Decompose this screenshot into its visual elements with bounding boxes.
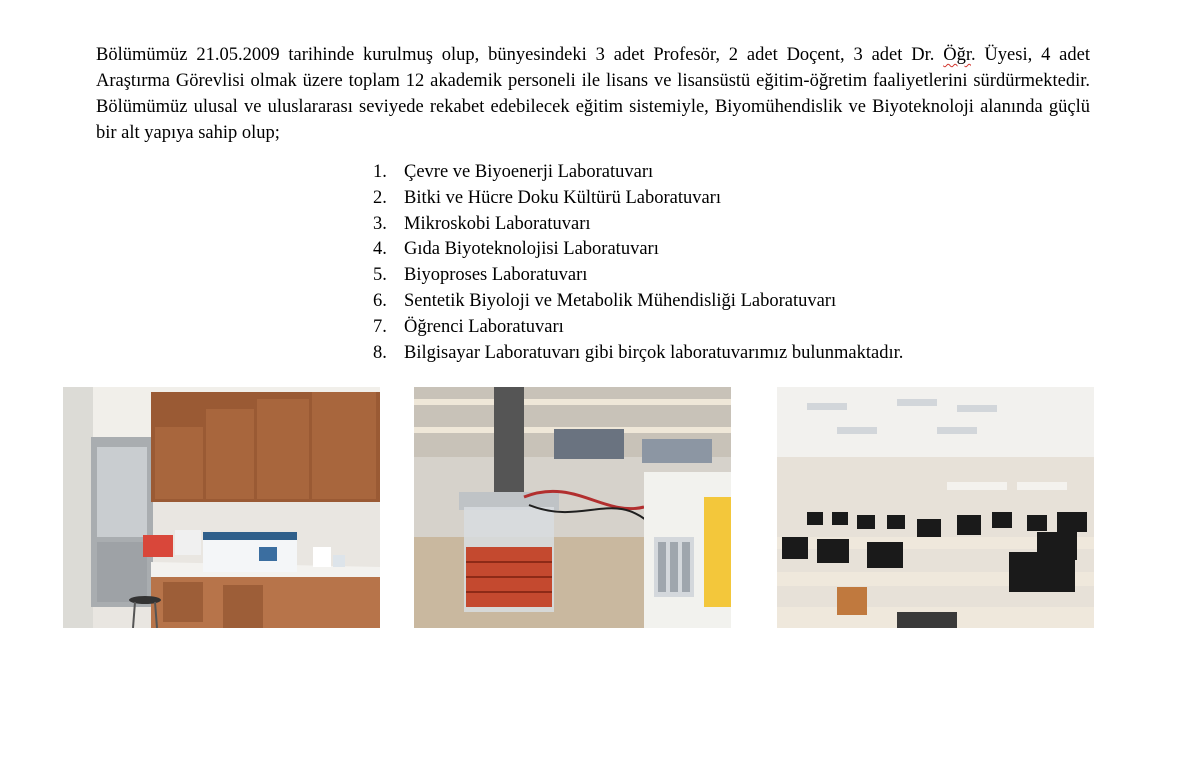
list-number: 1. xyxy=(373,162,387,182)
list-text: Bilgisayar Laboratuvarı gibi birçok laboratuvarımız bulunmaktadır. xyxy=(404,342,904,363)
lab-bench-photo xyxy=(63,387,380,628)
computer-lab-photo xyxy=(777,387,1094,628)
list-text: Sentetik Biyoloji ve Metabolik Mühendisliği Laboratuvarı xyxy=(404,290,837,311)
bioreactor-photo xyxy=(414,387,731,628)
list-number: 5. xyxy=(373,265,387,286)
list-text: Gıda Biyoteknolojisi Laboratuvarı xyxy=(404,239,659,260)
list-text: Çevre ve Biyoenerji Laboratuvarı xyxy=(404,162,654,182)
list-number: 2. xyxy=(373,187,387,208)
list-number: 8. xyxy=(373,342,387,363)
list-item xyxy=(373,237,903,263)
spellcheck-flagged-word: Öğr xyxy=(943,45,971,65)
list-text: Öğrenci Laboratuvarı xyxy=(404,316,564,337)
intro-text-part1: Bölümümüz 21.05.2009 tarihinde kurulmuş olup, bünyesindeki 3 adet Profesör, 2 adet Doçent, 3 adet Dr. xyxy=(96,45,944,65)
laboratory-list xyxy=(373,160,903,366)
list-item xyxy=(373,341,903,367)
list-item xyxy=(373,212,903,238)
intro-text-part2: . Üyesi, 4 adet Araştırma Görevlisi olmak üzere toplam 12 akademik personeli ile lisans ve lisansüstü eğitim-öğretim faaliyetlerini sürdürmektedir. Bölümümüz ulusal ve uluslararası seviyede rekabet edebilecek eğitim sistemiyle, Biyomühendislik ve Biyoteknoloji alanında güçlü bir alt yapıya sahip olup; xyxy=(96,45,1090,143)
list-item xyxy=(373,186,903,212)
list-text: Bitki ve Hücre Doku Kültürü Laboratuvarı xyxy=(404,187,721,208)
intro-paragraph xyxy=(96,42,1090,146)
list-item xyxy=(373,315,903,341)
list-text: Mikroskobi Laboratuvarı xyxy=(404,213,591,234)
list-item xyxy=(373,289,903,315)
list-item xyxy=(373,263,903,289)
list-number: 3. xyxy=(373,213,387,234)
list-number: 4. xyxy=(373,239,387,260)
list-text: Biyoproses Laboratuvarı xyxy=(404,265,588,286)
list-number: 6. xyxy=(373,290,387,311)
list-item xyxy=(373,160,903,186)
list-number: 7. xyxy=(373,316,387,337)
